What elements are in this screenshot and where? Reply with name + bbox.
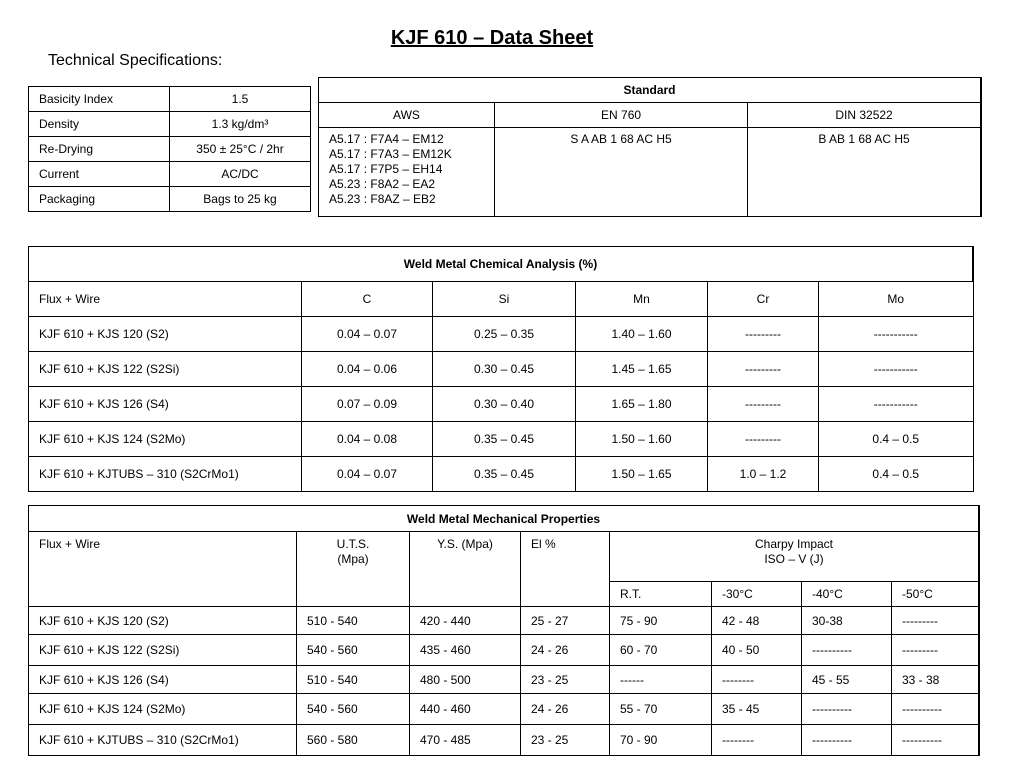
spec-label: Current <box>29 162 170 187</box>
charpy-rt-cell: 70 - 90 <box>610 725 712 756</box>
c-cell: 0.04 – 0.07 <box>302 317 433 352</box>
aws-classification: A5.23 : F8AZ – EB2 <box>329 192 436 206</box>
charpy-minus40-cell: 45 - 55 <box>802 666 892 694</box>
spec-value: 1.3 kg/dm³ <box>170 112 311 137</box>
chem-col-cr: Cr <box>708 282 819 317</box>
spec-row <box>29 137 311 162</box>
ys-cell: 440 - 460 <box>410 694 521 725</box>
table-row <box>29 607 980 635</box>
standard-table <box>318 77 982 217</box>
standard-col-aws: AWS <box>319 103 495 128</box>
mech-col-uts <box>297 532 410 607</box>
mn-cell: 1.50 – 1.65 <box>576 457 708 492</box>
table-row <box>29 666 980 694</box>
flux-wire-cell: KJF 610 + KJS 122 (S2Si) <box>29 635 297 666</box>
spec-label: Density <box>29 112 170 137</box>
spec-row <box>29 187 311 212</box>
mechanical-header: Weld Metal Mechanical Properties <box>29 506 980 532</box>
charpy-minus30-cell: 35 - 45 <box>712 694 802 725</box>
charpy-standard: ISO – V (J) <box>764 552 824 566</box>
charpy-minus50-cell: 33 - 38 <box>892 666 980 694</box>
si-cell: 0.30 – 0.40 <box>433 387 576 422</box>
standard-col-din: DIN 32522 <box>748 103 981 128</box>
ys-cell: 480 - 500 <box>410 666 521 694</box>
standard-header: Standard <box>319 78 982 103</box>
mo-cell: ----------- <box>819 317 974 352</box>
standard-aws-cell <box>319 128 495 217</box>
cr-cell: --------- <box>708 422 819 457</box>
charpy-rt-cell: 75 - 90 <box>610 607 712 635</box>
charpy-minus30-cell: -------- <box>712 666 802 694</box>
table-row <box>29 725 980 756</box>
flux-wire-cell: KJF 610 + KJS 124 (S2Mo) <box>29 694 297 725</box>
si-cell: 0.30 – 0.45 <box>433 352 576 387</box>
table-row <box>29 694 980 725</box>
mn-cell: 1.40 – 1.60 <box>576 317 708 352</box>
el-cell: 24 - 26 <box>521 635 610 666</box>
cr-cell: --------- <box>708 352 819 387</box>
standard-din-value: B AB 1 68 AC H5 <box>748 128 981 217</box>
spec-value: 1.5 <box>170 87 311 112</box>
mech-col-flux-wire: Flux + Wire <box>29 532 297 607</box>
flux-wire-cell: KJF 610 + KJTUBS – 310 (S2CrMo1) <box>29 457 302 492</box>
charpy-minus30-cell: 40 - 50 <box>712 635 802 666</box>
flux-wire-cell: KJF 610 + KJS 120 (S2) <box>29 607 297 635</box>
mo-cell: 0.4 – 0.5 <box>819 457 974 492</box>
spec-row <box>29 87 311 112</box>
si-cell: 0.35 – 0.45 <box>433 422 576 457</box>
flux-wire-cell: KJF 610 + KJS 126 (S4) <box>29 666 297 694</box>
charpy-rt-cell: ------ <box>610 666 712 694</box>
aws-classification: A5.17 : F7P5 – EH14 <box>329 162 443 176</box>
charpy-minus40-cell: ---------- <box>802 635 892 666</box>
table-row <box>29 635 980 666</box>
charpy-col-minus40: -40°C <box>802 582 892 607</box>
spec-row <box>29 162 311 187</box>
spec-value: 350 ± 25°C / 2hr <box>170 137 311 162</box>
table-row <box>29 457 974 492</box>
table-row <box>29 317 974 352</box>
charpy-minus50-cell: --------- <box>892 607 980 635</box>
uts-unit: (Mpa) <box>337 552 369 566</box>
spec-label: Re-Drying <box>29 137 170 162</box>
charpy-minus50-cell: ---------- <box>892 725 980 756</box>
charpy-minus40-cell: 30-38 <box>802 607 892 635</box>
mo-cell: ----------- <box>819 387 974 422</box>
si-cell: 0.25 – 0.35 <box>433 317 576 352</box>
ys-cell: 470 - 485 <box>410 725 521 756</box>
ys-cell: 420 - 440 <box>410 607 521 635</box>
uts-cell: 510 - 540 <box>297 666 410 694</box>
mn-cell: 1.65 – 1.80 <box>576 387 708 422</box>
table-row <box>29 387 974 422</box>
spec-value: Bags to 25 kg <box>170 187 311 212</box>
chem-col-flux-wire: Flux + Wire <box>29 282 302 317</box>
c-cell: 0.04 – 0.06 <box>302 352 433 387</box>
charpy-minus30-cell: -------- <box>712 725 802 756</box>
chem-col-si: Si <box>433 282 576 317</box>
flux-wire-cell: KJF 610 + KJS 126 (S4) <box>29 387 302 422</box>
cr-cell: 1.0 – 1.2 <box>708 457 819 492</box>
mech-col-charpy <box>610 532 980 582</box>
c-cell: 0.07 – 0.09 <box>302 387 433 422</box>
spec-row <box>29 112 311 137</box>
charpy-minus30-cell: 42 - 48 <box>712 607 802 635</box>
page-subtitle: Technical Specifications: <box>48 52 223 69</box>
mn-cell: 1.50 – 1.60 <box>576 422 708 457</box>
el-cell: 24 - 26 <box>521 694 610 725</box>
spec-value: AC/DC <box>170 162 311 187</box>
mech-col-el: El % <box>521 532 610 607</box>
page-title: KJF 610 – Data Sheet <box>390 27 594 49</box>
standard-col-en760: EN 760 <box>495 103 748 128</box>
chem-col-mn: Mn <box>576 282 708 317</box>
spec-label: Basicity Index <box>29 87 170 112</box>
cr-cell: --------- <box>708 317 819 352</box>
charpy-minus50-cell: ---------- <box>892 694 980 725</box>
charpy-minus50-cell: --------- <box>892 635 980 666</box>
si-cell: 0.35 – 0.45 <box>433 457 576 492</box>
flux-wire-cell: KJF 610 + KJS 122 (S2Si) <box>29 352 302 387</box>
mech-col-ys: Y.S. (Mpa) <box>410 532 521 607</box>
charpy-col-minus30: -30°C <box>712 582 802 607</box>
spec-label: Packaging <box>29 187 170 212</box>
mn-cell: 1.45 – 1.65 <box>576 352 708 387</box>
mo-cell: 0.4 – 0.5 <box>819 422 974 457</box>
charpy-label: Charpy Impact <box>754 537 834 551</box>
flux-wire-cell: KJF 610 + KJS 120 (S2) <box>29 317 302 352</box>
flux-wire-cell: KJF 610 + KJTUBS – 310 (S2CrMo1) <box>29 725 297 756</box>
cr-cell: --------- <box>708 387 819 422</box>
c-cell: 0.04 – 0.08 <box>302 422 433 457</box>
charpy-col-minus50: -50°C <box>892 582 980 607</box>
uts-cell: 540 - 560 <box>297 694 410 725</box>
aws-classification: A5.17 : F7A3 – EM12K <box>329 147 452 161</box>
el-cell: 23 - 25 <box>521 725 610 756</box>
uts-cell: 560 - 580 <box>297 725 410 756</box>
specs-table <box>28 86 311 212</box>
el-cell: 25 - 27 <box>521 607 610 635</box>
flux-wire-cell: KJF 610 + KJS 124 (S2Mo) <box>29 422 302 457</box>
chemical-header: Weld Metal Chemical Analysis (%) <box>29 247 974 282</box>
charpy-minus40-cell: ---------- <box>802 694 892 725</box>
mechanical-properties-table <box>28 505 980 756</box>
aws-classification: A5.17 : F7A4 – EM12 <box>329 132 444 146</box>
charpy-col-rt: R.T. <box>610 582 712 607</box>
el-cell: 23 - 25 <box>521 666 610 694</box>
table-row <box>29 422 974 457</box>
mo-cell: ----------- <box>819 352 974 387</box>
ys-cell: 435 - 460 <box>410 635 521 666</box>
aws-classification: A5.23 : F8A2 – EA2 <box>329 177 436 191</box>
standard-en760-value: S A AB 1 68 AC H5 <box>495 128 748 217</box>
c-cell: 0.04 – 0.07 <box>302 457 433 492</box>
charpy-minus40-cell: ---------- <box>802 725 892 756</box>
chem-col-c: C <box>302 282 433 317</box>
charpy-rt-cell: 60 - 70 <box>610 635 712 666</box>
chem-col-mo: Mo <box>819 282 974 317</box>
chemical-analysis-table <box>28 246 974 492</box>
uts-label: U.T.S. <box>336 537 370 551</box>
uts-cell: 510 - 540 <box>297 607 410 635</box>
uts-cell: 540 - 560 <box>297 635 410 666</box>
charpy-rt-cell: 55 - 70 <box>610 694 712 725</box>
table-row <box>29 352 974 387</box>
